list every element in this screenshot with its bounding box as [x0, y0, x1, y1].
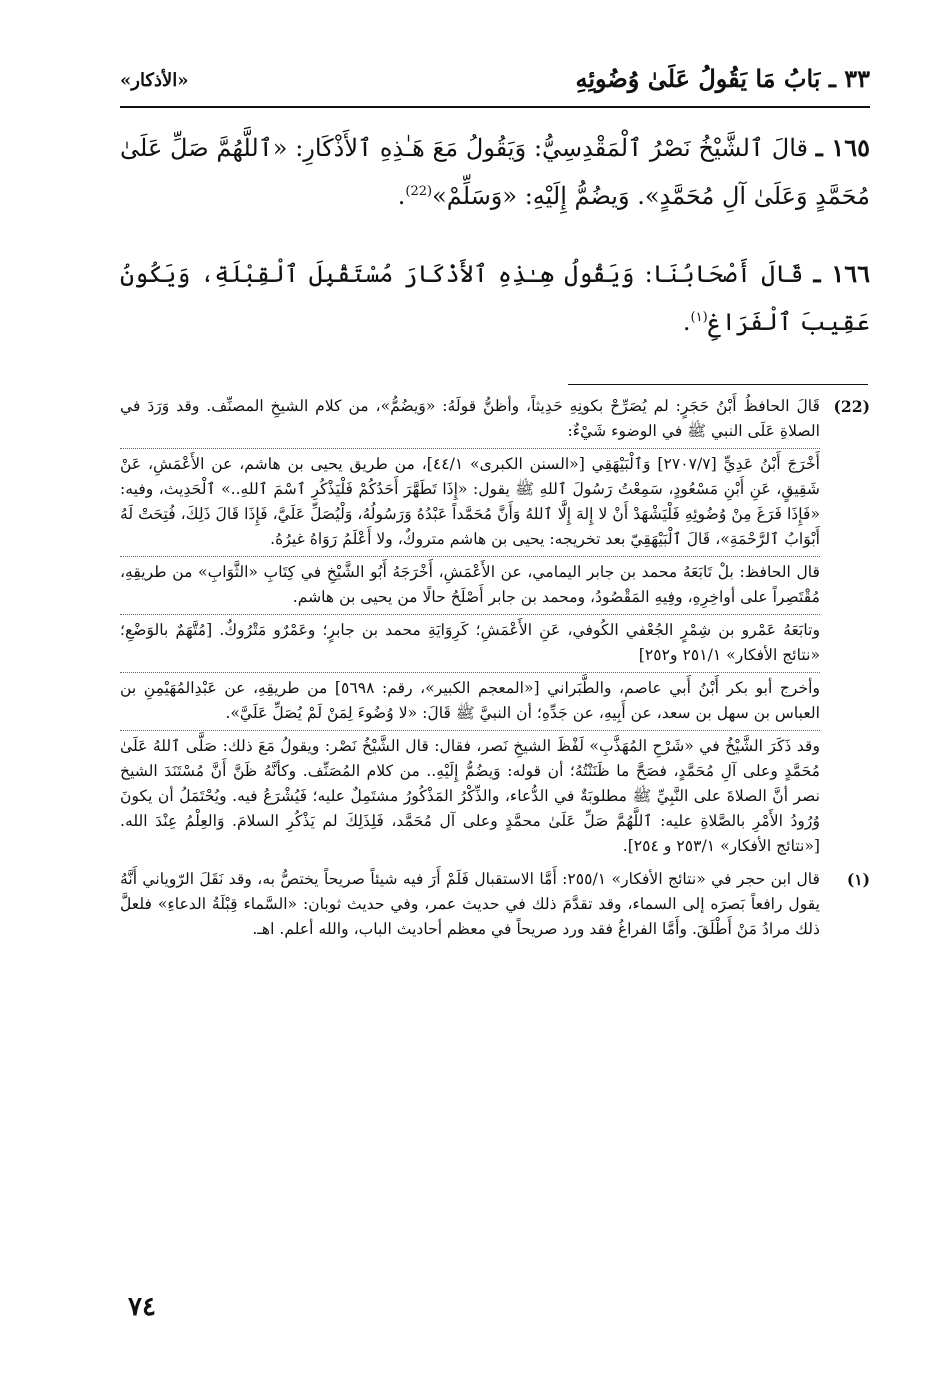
footnote-gap	[120, 859, 870, 867]
page-number: ٧٤	[128, 1292, 156, 1322]
footnote-ref: (١)	[690, 310, 708, 325]
paragraph-tail: .	[397, 182, 406, 210]
footnote-block: أَخْرَجَ أَبْنُ عَدِيٍّ [٢٧٠٧/٧] وَٱلْبَيْهَقِي [«السنن الكبرى» ٤٤/١]، من طريق يحيى بن هاشم، عن الأَعْمَشِ، عَنْ شَقِيقٍ، عَنِ أَبْنِ مَسْعُودٍ، سَمِعْتُ رَسُولَ ٱللهِ ﷺ يقول: «إِذَا تَطَهَّرَ أَحَدُكُمْ فَلْيَذْكُرِ ٱسْمَ ٱللهِ..» ٱلْحَدِيث، وفيه: «فَإِذَا فَرَغَ مِنْ وُضُوئِهِ فَلْيَشْهَدْ أَنْ لا إِلهَ إِلَّا ٱللهُ وَأَنَّ مُحَمَّداً عَبْدُهُ وَرَسُولُهُ، وَلْيُصَلِّ عَلَيَّ، فَإِذَا قَالَ ذَلِكَ، فُتِحَتْ لَهُ أَبْوَابُ ٱلرَّحْمَةِ»، قَالَ ٱلْبَيْهَقِيّ بعد تخريجه: يحيى بن هاشم متروكٌ، ولا أَعْلَمُ رَوَاهُ غيرُهُ.	[120, 455, 820, 548]
footnote-22	[120, 394, 870, 859]
block-divider	[120, 448, 820, 449]
footnote-block: قَالَ الحافظُ أَبْنُ حَجَرٍ: لم يُصَرِّحْ بكونِهِ حَدِيثاً، وأظنُّ قولَهُ: «وَيضُمُّ»، من كلام الشيخِ المصنِّف. وقد وَرَدَ في الصلاةِ عَلَى النبي ﷺ في الوضوء شَيْءٌ:	[120, 397, 820, 440]
footnote-ref: (22)	[405, 184, 433, 199]
paragraph-tail: .	[682, 308, 691, 336]
block-divider	[120, 730, 820, 731]
footnote-block: وأخرج أبو بكر أَبْنُ أَبي عاصم، والطَّبَراني [«المعجم الكبير»، رقم: ٥٦٩٨] من طريقِهِ، عن عَبْدِالمُهَيْمِنِ بن العباس بن سهل بن سعد، عن أَبِيهِ، عن جَدِّهِ؛ أن النبيَّ ﷺ قَالَ: «لا وُضُوءَ لِمَنْ لَمْ يُصَلِّ عَلَيَّ».	[120, 679, 821, 722]
block-divider	[120, 556, 820, 557]
paragraph-165	[120, 124, 870, 220]
paragraph-number: ١٦٥ ـ	[815, 133, 870, 162]
paragraph-text: قالَ ٱلشَّيْخُ نَصْرُ ٱلْمَقْدِسِيُّ: وَيَقُولُ مَعَ هَـٰذِهِ ٱلأَذْكَارِ: «ٱللَّهُمَّ صَلِّ عَلَىٰ مُحَمَّدٍ وَعَلَىٰ آلِ مُحَمَّدٍ». وَيضُمُّ إِلَيْهِ: «وَسَلِّمْ»	[120, 134, 870, 210]
footnote-block: وتابَعَهُ عَمْرو بن شِمْرٍ الجُعْفي الكُوفي، عَنِ الأَعْمَشِ؛ كَرِوَايَةِ محمد بن جابرٍ؛ وعَمْرٌو مَتْرُوكٌ. [مُتَّهَمٌ بالوَضْعِ؛ «نتائج الأفكار» ٢٥١/١ و٢٥٢]	[120, 621, 820, 664]
footnote-1	[120, 867, 870, 942]
main-text	[120, 124, 870, 376]
paragraph-166	[120, 250, 870, 346]
running-title: «الأذكار»	[120, 70, 189, 91]
footnote-block: قال ابن حجر في «نتائج الأفكار» ٢٥٥/١: أَمَّا الاستقبال فَلَمْ أَرَ فيه شيئاً صريحاً يختصُّ به، وقد نَقَلَ الرّوياني أَنَّهُ يقول رافعاً بَصرَه إلى السماء، وقد تقدَّمَ ذلك في حديث عمر، وفي حديث ثوبان: «السَّماء قِبْلَةُ الدعاءِ» فلعلَّ ذلك مرادُ مَنْ أَطْلَقَ. وأَمَّا الفراغُ فقد ورد صريحاً في معظم أحاديث الباب، والله أعلم. اهـ.	[120, 870, 821, 938]
footnote-block: قال الحافظ: بلْ تَابَعَهُ محمد بن جابر اليمامي، عن الأَعْمَشِ، أَخْرَجَهُ أَبُو الشَّيْخِ في كِتَابِ «الثَّوَابِ» من طريقِهِ، مُقْتَصِراً على أواخِرِهِ، وفِيهِ المَقْصُودُ، ومحمد بن جابر أَصْلَحُ حالًا من يحيى بن هاشم.	[120, 563, 820, 606]
paragraph-text: قَالَ أَصْحَابُنَا: وَيَقُولُ هِـٰذِهِ ٱلأَذْكَارَ مُسْتَقْبِلَ ٱلْقِبْلَةِ، وَيَكُونُ عَقِيبَ ٱلْفَرَاغِ	[120, 260, 870, 336]
footnote-mark: (١)	[846, 870, 870, 889]
footnote-block: وقد ذَكَرَ الشَّيْخُ في «شَرْحِ المُهَذَّبِ» لَفْظَ الشيخِ نَصر، فقال: قال الشَّيْخُ نَصْر: ويقولُ مَعَ ذلك: صَلَّى ٱللهُ عَلَىٰ مُحَمَّدٍ وعلى آلِ مُحَمَّدٍ، فصَحَّ ما ظَنَنْتُهُ؛ أن قوله: وَيضُمُّ إِلَيْهِ.. من كلام المُصَنِّف. وكأنَّهُ ظَنَّ أَنَّ مُسْتَنَدَ الشيخ نصر أنَّ الصلاةَ على النَّبِيِّ ﷺ مطلوبَةٌ في الدُّعاء، والذِّكْرُ المَذْكُورُ مشتَمِلٌ عليه؛ فَيُشْرَعُ فيه. ويُحْتَمَلُ أن يكونَ وُرُودُ الأَمْرِ بالصَّلاةِ عليه: ٱللَّهُمَّ صَلِّ عَلَىٰ محمَّدٍ وعلى آل مُحَمَّد، فَلِذَلِكَ لم يَذْكُرِ السلامَ. وَالعِلْمُ عِنْدَ الله. [«نتائج الأفكار» ٢٥٣/١ و ٢٥٤].	[120, 737, 820, 855]
footnote-separator	[568, 384, 868, 385]
chapter-title: ٣٣ ـ بَابُ مَا يَقُولُ عَلَىٰ وُضُوئِهِ	[575, 64, 870, 93]
footnote-mark: (22)	[833, 397, 870, 416]
block-divider	[120, 672, 820, 673]
page-header	[120, 64, 870, 104]
footnotes	[120, 394, 870, 942]
paragraph-number: ١٦٦ ـ	[813, 259, 870, 288]
block-divider	[120, 614, 820, 615]
header-rule	[120, 106, 870, 108]
